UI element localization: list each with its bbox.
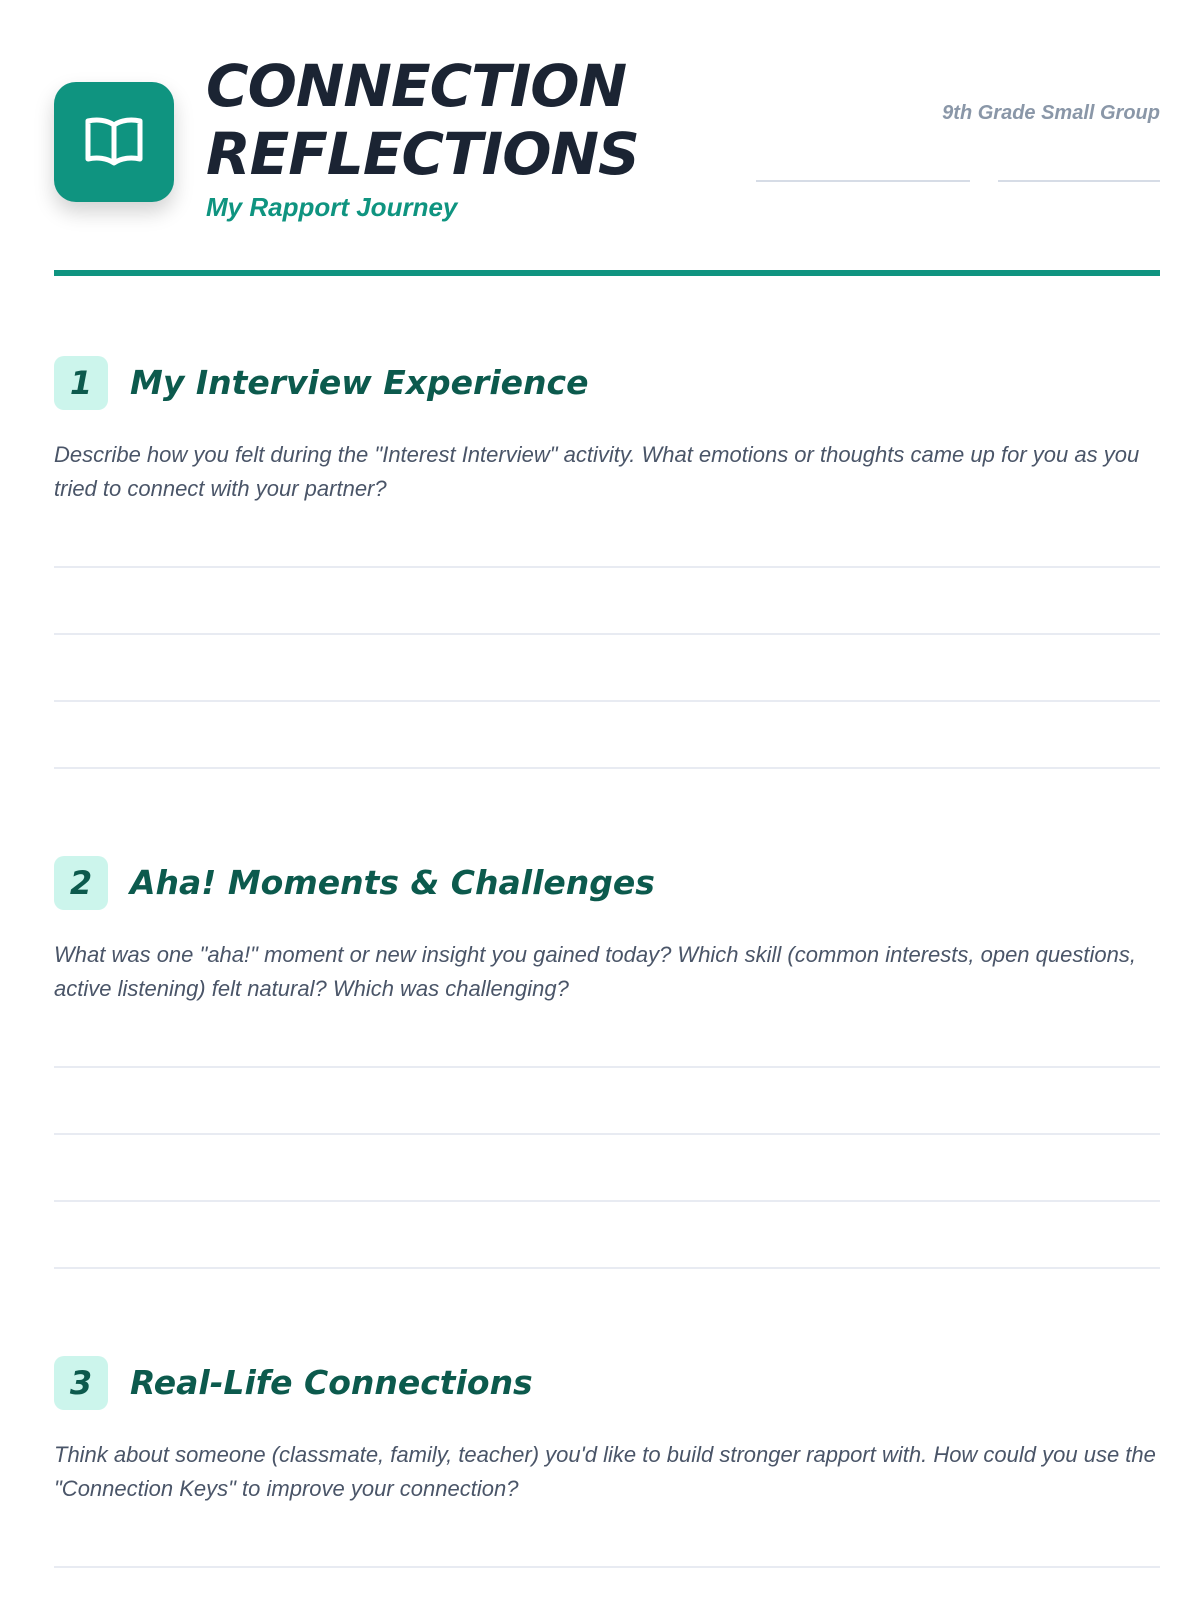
writing-line[interactable]	[54, 767, 1160, 769]
section-number-badge: 2	[54, 856, 108, 910]
section-title: My Interview Experience	[130, 363, 589, 402]
date-blank-line[interactable]	[998, 180, 1160, 182]
section-number-badge: 3	[54, 1356, 108, 1410]
writing-line[interactable]	[54, 700, 1160, 702]
section-title: Real-Life Connections	[130, 1363, 533, 1402]
section-prompt: Think about someone (classmate, family, teacher) you'd like to build stronger rapport with. How could you use the "Connection Keys" to improve your connection?	[54, 1442, 1156, 1501]
writing-line[interactable]	[54, 633, 1160, 635]
writing-line[interactable]	[54, 1566, 1160, 1568]
group-label: 9th Grade Small Group	[942, 102, 1160, 124]
section-prompt: Describe how you felt during the "Interest Interview" activity. What emotions or thoughts came up for you as you tried to connect with your partner?	[54, 442, 1140, 501]
writing-line[interactable]	[54, 566, 1160, 568]
section-prompt: What was one "aha!" moment or new insight you gained today? Which skill (common interests, open questions, active listening) felt natural? Which was challenging?	[54, 942, 1136, 1001]
writing-line[interactable]	[54, 1267, 1160, 1269]
logo-badge	[54, 82, 174, 202]
writing-line[interactable]	[54, 1066, 1160, 1068]
worksheet-page	[54, 0, 1160, 1600]
title-line-1: CONNECTION	[206, 52, 627, 120]
title-line-2: REFLECTIONS	[206, 120, 639, 188]
page-subtitle: My Rapport Journey	[206, 192, 458, 222]
section-title: Aha! Moments & Challenges	[130, 863, 655, 902]
name-blank-line[interactable]	[756, 180, 970, 182]
header-divider	[54, 270, 1160, 276]
section-number-badge: 1	[54, 356, 108, 410]
writing-line[interactable]	[54, 1200, 1160, 1202]
open-book-icon	[83, 113, 145, 171]
page-title	[206, 52, 639, 188]
writing-line[interactable]	[54, 1133, 1160, 1135]
